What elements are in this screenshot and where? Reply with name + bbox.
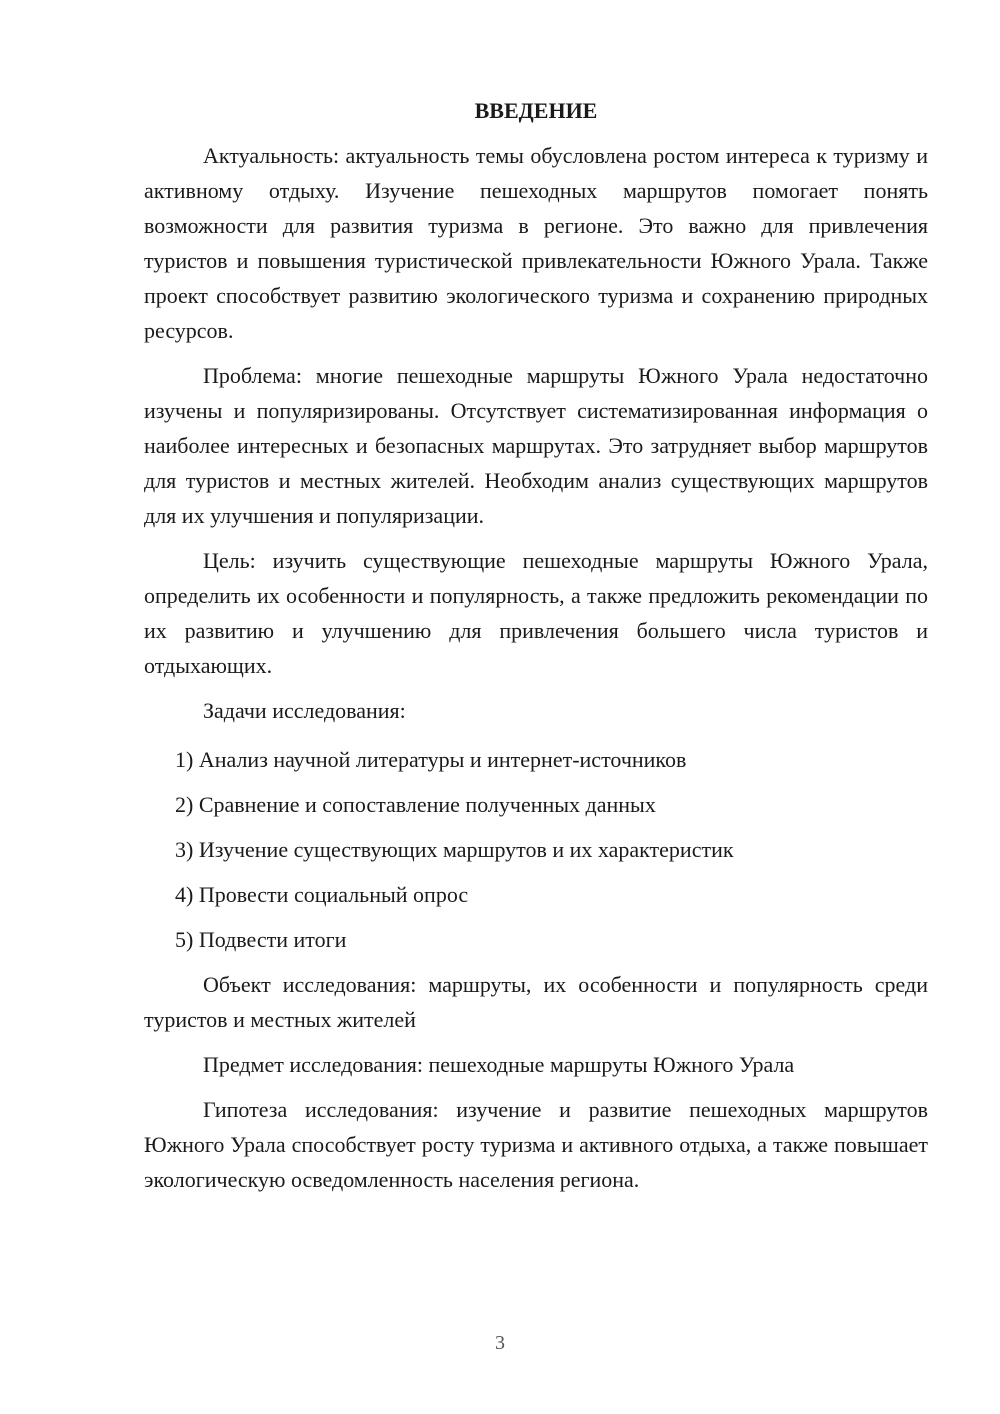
hypothesis-paragraph: Гипотеза исследования: изучение и развитие пешеходных маршрутов Южного Урала способствует росту туризма и активного отдыха, а также повышает экологическую осведомленность населения региона. (144, 1097, 928, 1192)
relevance-paragraph: Актуальность: актуальность темы обусловлена ростом интереса к туризму и активному отдыху. Изучение пешеходных маршрутов помогает понять возможности для развития туризма в регионе. Это важно для привлечения туристов и повышения туристической привлекательности Южного Урала. Также проект способствует развитию экологического туризма и сохранению природных ресурсов. (144, 143, 928, 343)
page-number: 3 (495, 1332, 505, 1354)
object-paragraph: Объект исследования: маршруты, их особенности и популярность среди туристов и местных жителей (144, 972, 928, 1032)
goal-paragraph: Цель: изучить существующие пешеходные маршруты Южного Урала, определить их особенности и популярность, а также предложить рекомендации по их развитию и улучшению для привлечения большего числа туристов и отдыхающих. (144, 548, 928, 678)
problem-paragraph: Проблема: многие пешеходные маршруты Южного Урала недостаточно изучены и популяризированы. Отсутствует систематизированная информация о наиболее интересных и безопасных маршрутах. Это затрудняет выбор маршрутов для туристов и местных жителей. Необходим анализ существующих маршрутов для их улучшения и популяризации. (144, 363, 928, 528)
subject-paragraph: Предмет исследования: пешеходные маршруты Южного Урала (203, 1052, 795, 1077)
tasks-heading: Задачи исследования: (203, 698, 406, 723)
page-title: ВВЕДЕНИЕ (474, 98, 598, 123)
list-item: 5) Подвести итоги (175, 927, 347, 952)
tasks-list (144, 742, 928, 957)
list-item: 3) Изучение существующих маршрутов и их характеристик (175, 837, 734, 862)
list-item: 1) Анализ научной литературы и интернет-источников (175, 747, 687, 772)
list-item: 4) Провести социальный опрос (175, 882, 469, 907)
list-item: 2) Сравнение и сопоставление полученных данных (175, 792, 656, 817)
